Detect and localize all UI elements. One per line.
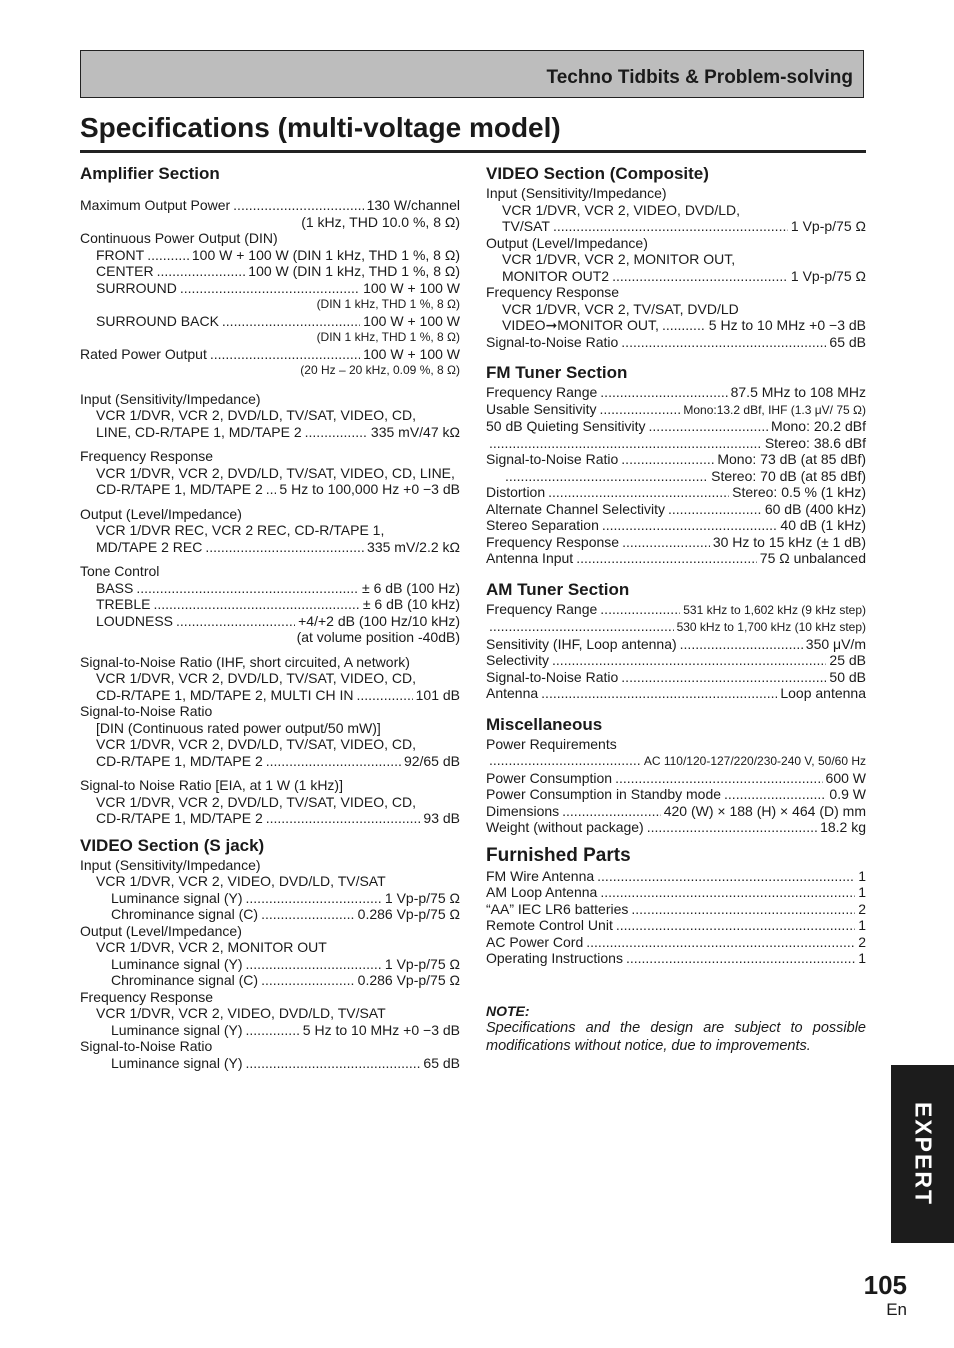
spec-cond: (1 kHz, THD 10.0 %, 8 Ω) [301,213,460,230]
spec-text: [DIN (Continuous rated power output/50 mW)] [96,719,381,736]
video-s-heading: VIDEO Section (S jack) [80,835,265,855]
spec-label: Input (Sensitivity/Impedance) [80,856,261,873]
spec-label: Signal-to-Noise Ratio (IHF, short circuited, A network) [80,653,410,670]
spec-row: SURROUND BACK ..... 100 W + 100 W [80,313,460,330]
spec-row: Luminance signal (Y) ..... 1 Vp-p/75 Ω [80,956,460,973]
spec-row: Signal-to-Noise Ratio ..... Mono: 73 dB (at 85 dBf) [486,451,866,468]
list-item: “AA” IEC LR6 batteries ..... 2 [486,901,866,918]
spec-row: MD/TAPE 2 REC ..... 335 mV/2.2 kΩ [80,539,460,556]
spec-row: CD-R/TAPE 1, MD/TAPE 2 ..... 5 Hz to 100,000 Hz +0 −3 dB [80,481,460,498]
spec-label: Frequency Response [80,988,214,1005]
spec-row: Signal-to-Noise Ratio ..... 65 dB [486,334,866,351]
spec-row: SURROUND ..... 100 W + 100 W [80,280,460,297]
spec-row: Selectivity ..... 25 dB [486,652,866,669]
spec-label: Signal-to Noise Ratio [EIA, at 1 W (1 kHz)] [80,777,343,793]
spec-cond: (DIN 1 kHz, THD 1 %, 8 Ω) [316,297,460,311]
spec-row: Rated Power Output ..... 100 W + 100 W [80,346,460,363]
spec-label: Output (Level/Impedance) [486,234,648,251]
spec-label: Continuous Power Output (DIN) [80,230,278,246]
spec-row: Stereo Separation ..... 40 dB (1 kHz) [486,517,866,534]
spec-row: Signal-to-Noise Ratio ..... 50 dB [486,669,866,686]
spec-row: ..... Stereo: 70 dB (at 85 dBf) [486,468,866,485]
am-heading: AM Tuner Section [486,579,630,599]
spec-row: Maximum Output Power ..... 130 W/channel [80,197,460,214]
spec-row: Luminance signal (Y) ..... 1 Vp-p/75 Ω [80,890,460,907]
spec-row: CD-R/TAPE 1, MD/TAPE 2 ..... 93 dB [80,810,460,827]
spec-row: Power Consumption in Standby mode ..... 0.9 W [486,786,866,803]
spec-row: FRONT ..... 100 W + 100 W (DIN 1 kHz, THD 1 %, 8 Ω) [80,247,460,264]
misc-heading: Miscellaneous [486,714,603,734]
note-heading: NOTE: [486,1002,530,1019]
list-item: AM Loop Antenna ..... 1 [486,884,866,901]
spec-text: VCR 1/DVR, VCR 2, DVD/LD, TV/SAT, VIDEO, CD, LINE, [96,464,455,481]
note-text: Specifications and the design are subject to possible modifications without notice, due to improvements. [486,1020,866,1054]
spec-label: Input (Sensitivity/Impedance) [80,390,261,407]
expert-tab [891,1065,954,1243]
title-rule [80,150,866,153]
list-item: AC Power Cord ..... 2 [486,934,866,951]
spec-row: CENTER ..... 100 W (DIN 1 kHz, THD 1 %, 8 Ω) [80,263,460,280]
spec-row: 50 dB Quieting Sensitivity ..... Mono: 20.2 dBf [486,418,866,435]
spec-label: Signal-to-Noise Ratio [80,1038,213,1054]
section-title: Techno Tidbits & Problem-solving [546,67,853,88]
spec-text: VCR 1/DVR, VCR 2, MONITOR OUT, [502,251,736,267]
spec-label: Input (Sensitivity/Impedance) [486,185,667,201]
spec-row: Usable Sensitivity ..... Mono:13.2 dBf, IHF (1.3 μV/ 75 Ω) [486,401,866,419]
spec-text: VCR 1/DVR REC, VCR 2 REC, CD-R/TAPE 1, [96,522,385,538]
language-code: En [886,1300,907,1319]
spec-row: Chrominance signal (C) ..... 0.286 Vp-p/75 Ω [80,972,460,989]
expert-tab-label: EXPERT [910,1101,936,1207]
spec-cond: (DIN 1 kHz, THD 1 %, 8 Ω) [316,330,460,344]
spec-row: Chrominance signal (C) ..... 0.286 Vp-p/75 Ω [80,906,460,923]
spec-row: Frequency Range ..... 531 kHz to 1,602 kHz (9 kHz step) [486,601,866,619]
spec-row: TREBLE ..... ± 6 dB (10 kHz) [80,596,460,613]
spec-row: ..... 530 kHz to 1,700 kHz (10 kHz step) [486,618,866,636]
video-composite-heading: VIDEO Section (Composite) [486,164,709,183]
spec-row: ..... AC 110/120-127/220/230-240 V, 50/60 Hz [486,752,866,770]
spec-row: Sensitivity (IHF, Loop antenna) ..... 350 μV/m [486,636,866,653]
spec-row: LOUDNESS ..... +4/+2 dB (100 Hz/10 kHz) [80,613,460,630]
spec-row: Power Consumption ..... 600 W [486,770,866,787]
spec-label: Frequency Response [80,448,214,464]
spec-row: Frequency Range ..... 87.5 MHz to 108 MHz [486,384,866,401]
spec-label: Power Requirements [486,735,617,752]
spec-row: Luminance signal (Y) ..... 65 dB [80,1055,460,1072]
spec-row: Antenna Input ..... 75 Ω unbalanced [486,550,866,567]
spec-text: VCR 1/DVR, VCR 2, VIDEO, DVD/LD, TV/SAT [96,873,386,889]
spec-text: VCR 1/DVR, VCR 2, DVD/LD, TV/SAT, VIDEO, CD, [96,736,416,752]
spec-row: BASS ..... ± 6 dB (100 Hz) [80,580,460,597]
spec-row: Frequency Response ..... 30 Hz to 15 kHz (± 1 dB) [486,534,866,551]
spec-label: Output (Level/Impedance) [80,922,242,939]
spec-row: MONITOR OUT2 ..... 1 Vp-p/75 Ω [486,268,866,285]
left-column [80,163,460,1071]
spec-text: VCR 1/DVR, VCR 2, VIDEO, DVD/LD, TV/SAT [96,1005,386,1021]
spec-row: Dimensions ..... 420 (W) × 188 (H) × 464 (D) mm [486,803,866,820]
page-title: Specifications (multi-voltage model) [80,112,561,143]
spec-label: Frequency Response [486,284,620,300]
right-column [486,163,866,1055]
spec-row: CD-R/TAPE 1, MD/TAPE 2 ..... 92/65 dB [80,753,460,770]
spec-text: VCR 1/DVR, VCR 2, DVD/LD, TV/SAT, VIDEO, CD, [96,407,416,423]
spec-row: Antenna ..... Loop antenna [486,685,866,702]
spec-row: TV/SAT ..... 1 Vp-p/75 Ω [486,218,866,235]
spec-label: Output (Level/Impedance) [80,505,242,522]
spec-row: Weight (without package) ..... 18.2 kg [486,819,866,836]
spec-row: Alternate Channel Selectivity ..... 60 dB (400 kHz) [486,501,866,518]
list-item: Operating Instructions ..... 1 [486,950,866,967]
amplifier-heading: Amplifier Section [80,164,220,183]
fm-heading: FM Tuner Section [486,363,628,382]
header-band [80,50,864,98]
spec-text: VCR 1/DVR, VCR 2, MONITOR OUT [96,939,327,955]
spec-cond: (20 Hz – 20 kHz, 0.09 %, 8 Ω) [300,363,460,377]
spec-row: LINE, CD-R/TAPE 1, MD/TAPE 2 ..... 335 mV/47 kΩ [80,424,460,441]
page-number: 105 [863,1270,907,1300]
spec-row: VIDEO➞MONITOR OUT, ..... 5 Hz to 10 MHz +0 −3 dB [486,317,866,334]
spec-row: Distortion ..... Stereo: 0.5 % (1 kHz) [486,484,866,501]
furnished-heading: Furnished Parts [486,844,631,866]
spec-row: CD-R/TAPE 1, MD/TAPE 2, MULTI CH IN ..... 101 dB [80,687,460,704]
spec-label: Tone Control [80,563,160,579]
spec-cond: (at volume position -40dB) [296,629,460,645]
list-item: Remote Control Unit ..... 1 [486,917,866,934]
list-item: FM Wire Antenna ..... 1 [486,868,866,885]
spec-text: VCR 1/DVR, VCR 2, TV/SAT, DVD/LD [502,300,739,317]
spec-row: ..... Stereo: 38.6 dBf [486,435,866,452]
spec-text: VCR 1/DVR, VCR 2, DVD/LD, TV/SAT, VIDEO, CD, [96,670,416,686]
spec-text: VCR 1/DVR, VCR 2, DVD/LD, TV/SAT, VIDEO, CD, [96,793,416,810]
spec-row: Luminance signal (Y) ..... 5 Hz to 10 MHz +0 −3 dB [80,1022,460,1039]
spec-label: Signal-to-Noise Ratio [80,703,213,719]
spec-text: VCR 1/DVR, VCR 2, VIDEO, DVD/LD, [502,201,741,218]
